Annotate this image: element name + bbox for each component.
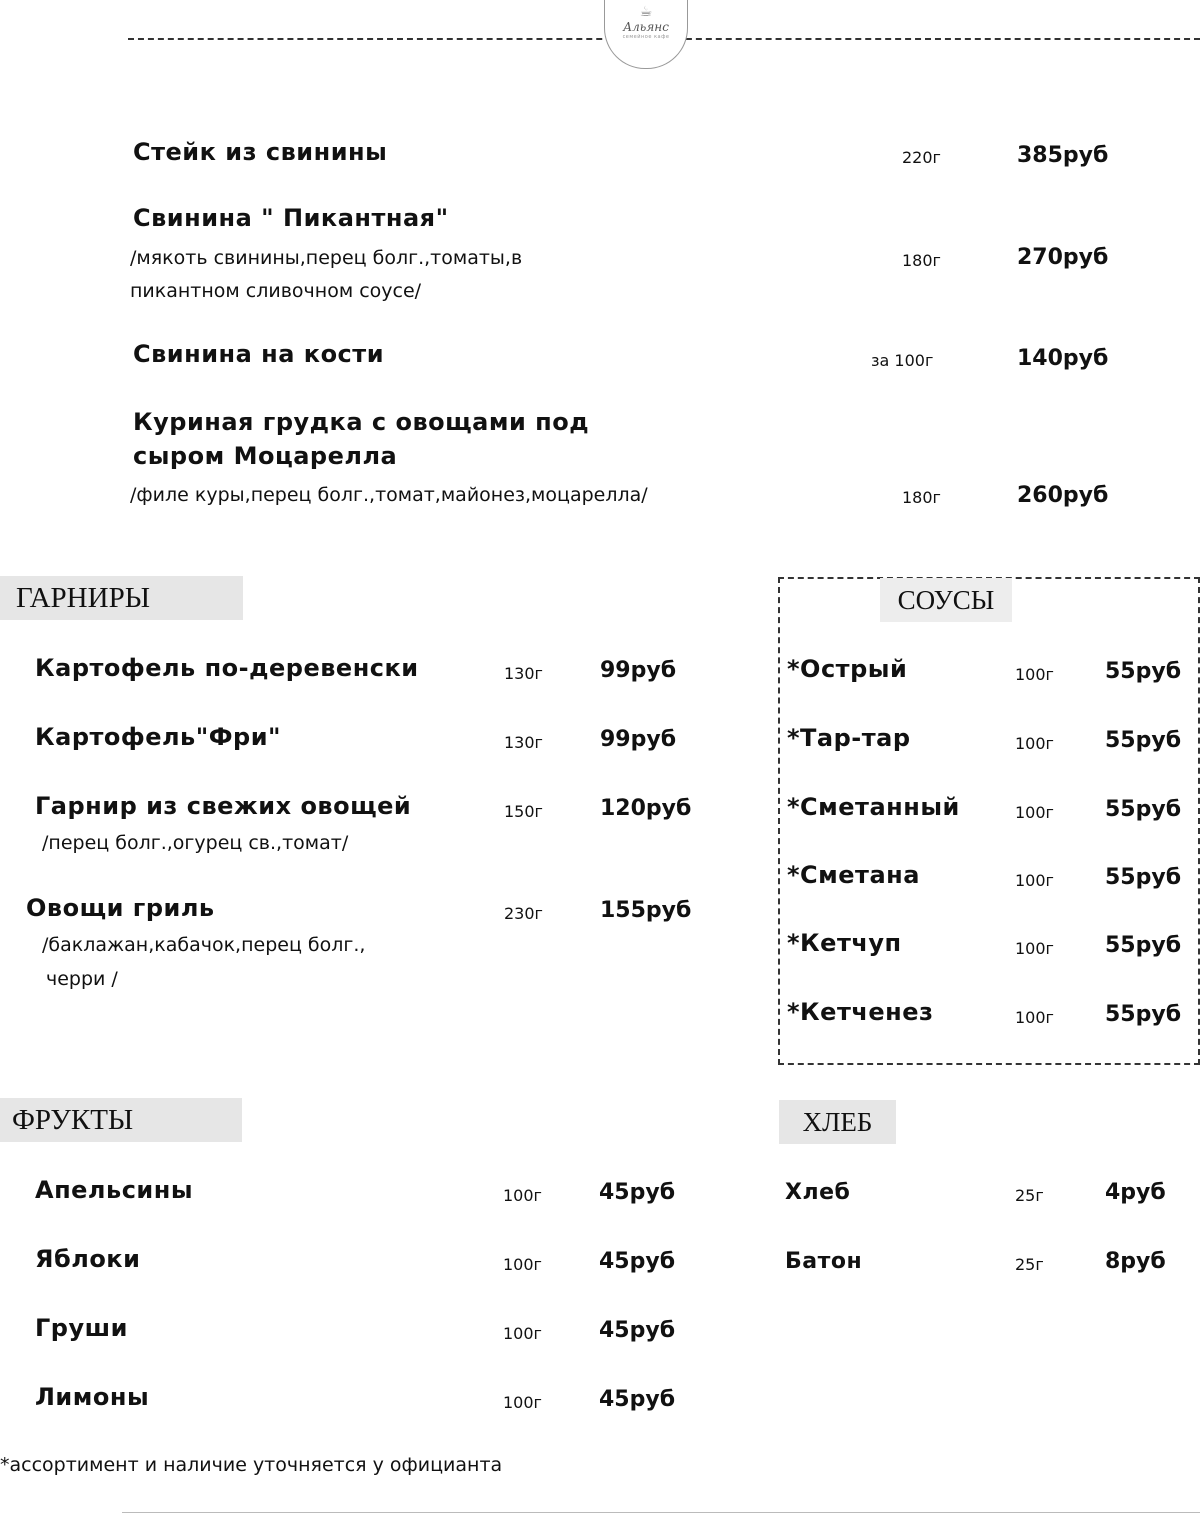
- dish-description: /мякоть свинины,перец болг.,томаты,в: [130, 247, 523, 269]
- dish-price: 270руб: [1017, 245, 1109, 270]
- dish-weight: 180г: [902, 488, 941, 507]
- dish-name: сыром Моцарелла: [133, 442, 398, 470]
- dish-weight: за 100г: [871, 351, 934, 370]
- cup-icon: ☕: [639, 4, 653, 20]
- garnish-name: Гарнир из свежих овощей: [35, 792, 412, 820]
- garnish-price: 99руб: [600, 658, 677, 683]
- dish-name: Свинина на кости: [133, 340, 385, 368]
- section-title-fruits: ФРУКТЫ: [0, 1098, 242, 1142]
- fruit-weight: 100г: [503, 1186, 542, 1205]
- garnish-price: 120руб: [600, 796, 692, 821]
- sauce-name: *Тар-тар: [787, 724, 911, 752]
- sauce-name: *Кетченез: [787, 998, 934, 1026]
- garnish-weight: 130г: [504, 664, 543, 683]
- garnish-description: черри /: [46, 968, 118, 990]
- fruit-weight: 100г: [503, 1393, 542, 1412]
- bottom-rule: [122, 1512, 1200, 1513]
- dish-name: Свинина " Пикантная": [133, 204, 449, 232]
- sauce-name: *Кетчуп: [787, 929, 902, 957]
- bread-name: Батон: [785, 1249, 863, 1274]
- section-title-sauces: СОУСЫ: [880, 578, 1012, 622]
- dish-weight: 180г: [902, 251, 941, 270]
- sauce-weight: 100г: [1015, 803, 1054, 822]
- sauce-price: 55руб: [1105, 797, 1182, 822]
- sauce-name: *Острый: [787, 655, 908, 683]
- logo-script: Альянс: [623, 20, 669, 34]
- sauce-weight: 100г: [1015, 871, 1054, 890]
- sauce-name: *Сметанный: [787, 793, 960, 821]
- garnish-weight: 230г: [504, 904, 543, 923]
- bread-name: Хлеб: [785, 1180, 851, 1205]
- garnish-weight: 150г: [504, 802, 543, 821]
- dish-price: 260руб: [1017, 483, 1109, 508]
- fruit-weight: 100г: [503, 1255, 542, 1274]
- dish-name: Куриная грудка с овощами под: [133, 408, 590, 436]
- sauce-price: 55руб: [1105, 1002, 1182, 1027]
- garnish-name: Картофель"Фри": [35, 723, 282, 751]
- garnish-weight: 130г: [504, 733, 543, 752]
- dish-weight: 220г: [902, 148, 941, 167]
- bread-weight: 25г: [1015, 1255, 1044, 1274]
- sauce-weight: 100г: [1015, 939, 1054, 958]
- fruit-name: Яблоки: [35, 1245, 141, 1273]
- garnish-description: /перец болг.,огурец св.,томат/: [42, 832, 349, 854]
- dish-description: пикантном сливочном соусе/: [130, 280, 422, 302]
- garnish-price: 99руб: [600, 727, 677, 752]
- sauce-weight: 100г: [1015, 1008, 1054, 1027]
- section-title-bread: ХЛЕБ: [779, 1100, 896, 1144]
- fruit-name: Груши: [35, 1314, 128, 1342]
- fruit-price: 45руб: [599, 1387, 676, 1412]
- fruit-name: Лимоны: [35, 1383, 150, 1411]
- sauce-price: 55руб: [1105, 659, 1182, 684]
- garnish-name: Овощи гриль: [26, 894, 215, 922]
- fruit-price: 45руб: [599, 1318, 676, 1343]
- fruit-name: Апельсины: [35, 1176, 194, 1204]
- sauce-weight: 100г: [1015, 734, 1054, 753]
- sauce-weight: 100г: [1015, 665, 1054, 684]
- sauce-name: *Сметана: [787, 861, 920, 889]
- logo-tagline: семейное кафе: [622, 34, 670, 40]
- fruit-price: 45руб: [599, 1180, 676, 1205]
- dish-price: 385руб: [1017, 143, 1109, 168]
- section-title-garnish: ГАРНИРЫ: [0, 576, 243, 620]
- sauce-price: 55руб: [1105, 933, 1182, 958]
- cafe-logo: [604, 0, 688, 69]
- sauce-price: 55руб: [1105, 728, 1182, 753]
- fruit-weight: 100г: [503, 1324, 542, 1343]
- bread-weight: 25г: [1015, 1186, 1044, 1205]
- garnish-price: 155руб: [600, 898, 692, 923]
- fruit-price: 45руб: [599, 1249, 676, 1274]
- dish-price: 140руб: [1017, 346, 1109, 371]
- footnote: *ассортимент и наличие уточняется у официанта: [0, 1454, 503, 1476]
- garnish-description: /баклажан,кабачок,перец болг.,: [42, 934, 366, 956]
- dish-description: /филе куры,перец болг.,томат,майонез,моцарелла/: [130, 484, 648, 506]
- bread-price: 8руб: [1105, 1249, 1166, 1274]
- sauce-price: 55руб: [1105, 865, 1182, 890]
- garnish-name: Картофель по-деревенски: [35, 654, 419, 682]
- bread-price: 4руб: [1105, 1180, 1166, 1205]
- dish-name: Стейк из свинины: [133, 138, 388, 166]
